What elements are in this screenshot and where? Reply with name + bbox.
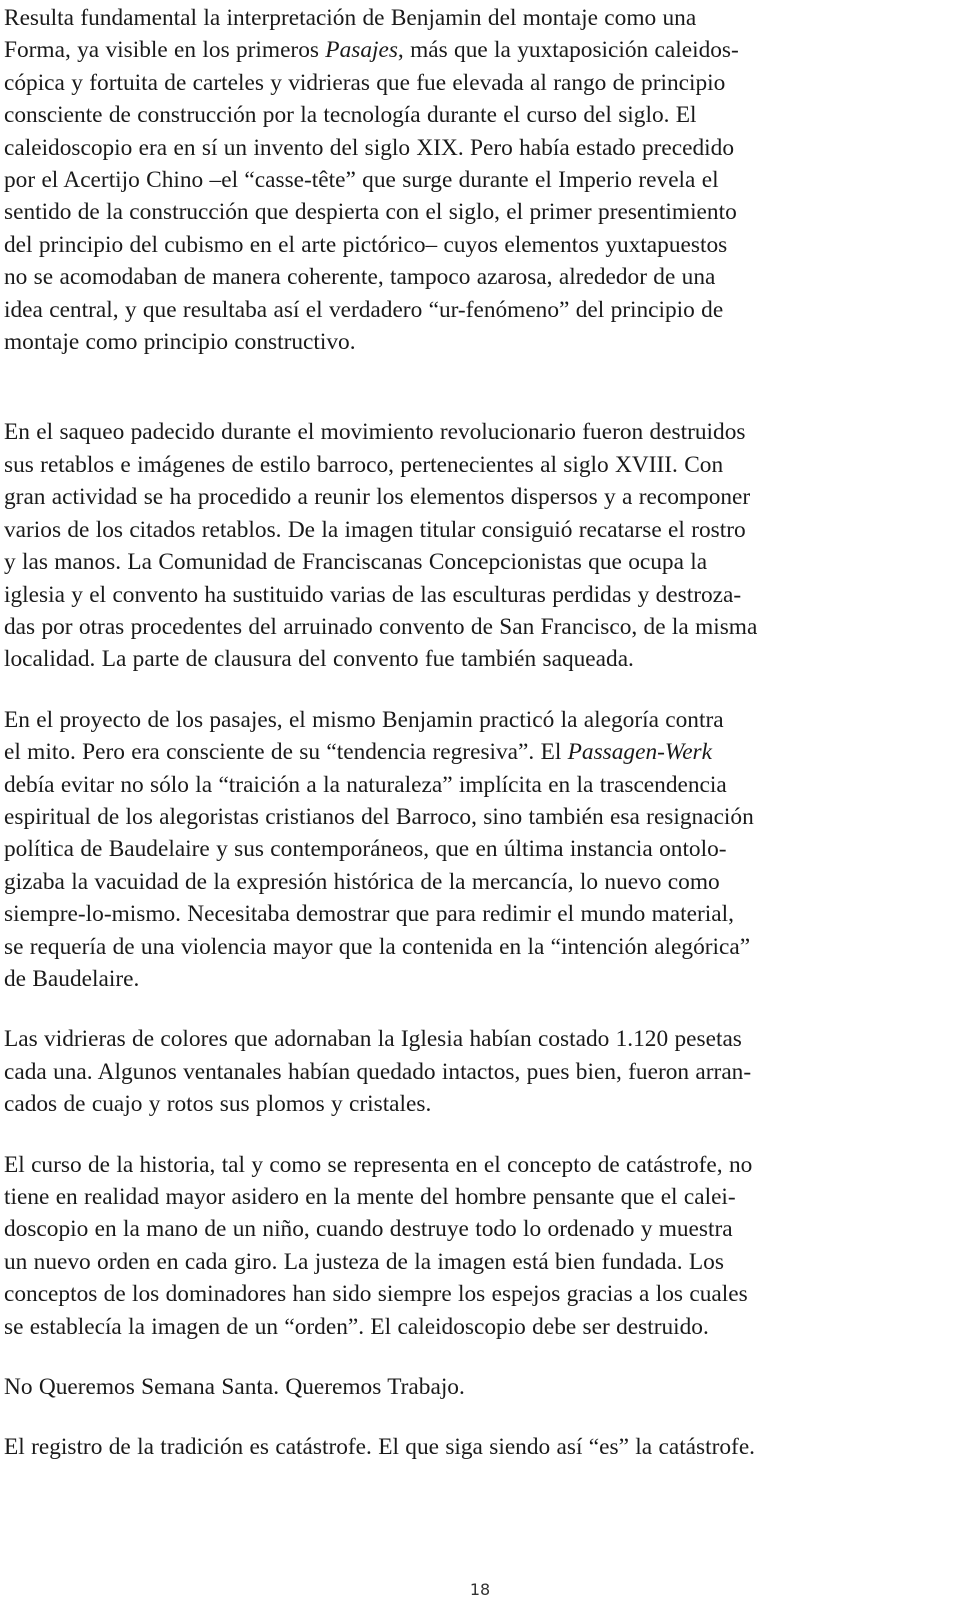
text-line: del principio del cubismo en el arte pictórico– cuyos elementos yuxtapuestos — [4, 231, 728, 258]
text-line: Las vidrieras de colores que adornaban la Iglesia habían costado 1.120 pesetas — [4, 1026, 742, 1053]
text-line: consciente de construcción por la tecnología durante el curso del siglo. El — [4, 102, 697, 129]
paragraph-historia — [4, 1149, 956, 1343]
text-line: gizaba la vacuidad de la expresión histórica de la mercancía, lo nuevo como — [4, 868, 720, 895]
paragraph-semana-santa — [4, 1371, 956, 1403]
text-line: sus retablos e imágenes de estilo barroco, pertenecientes al siglo XVIII. Con — [4, 451, 724, 478]
text-line: cada una. Algunos ventanales habían quedado intactos, pues bien, fueron arran- — [4, 1058, 752, 1085]
text-line: política de Baudelaire y sus contemporáneos, que en última instancia ontolo- — [4, 836, 727, 863]
text-line: un nuevo orden en cada giro. La justeza de la imagen está bien fundada. Los — [4, 1248, 724, 1275]
text-line — [4, 34, 954, 66]
text-line: das por otras procedentes del arruinado convento de San Francisco, de la misma — [4, 613, 758, 640]
text-line: varios de los citados retablos. De la imagen titular consiguió recatarse el rostro — [4, 516, 746, 543]
text-line: conceptos de los dominadores han sido siempre los espejos gracias a los cuales — [4, 1281, 748, 1308]
text-line: cados de cuajo y rotos sus plomos y cristales. — [4, 1091, 432, 1118]
paragraph-registro — [4, 1431, 956, 1463]
text-line: El registro de la tradición es catástrofe. El que siga siendo así “es” la catástrofe. — [4, 1434, 756, 1461]
text-line: caleidoscopio era en sí un invento del siglo XIX. Pero había estado precedido — [4, 134, 735, 161]
text-line: No Queremos Semana Santa. Queremos Trabajo. — [4, 1374, 465, 1401]
text-run: Forma, ya visible en los primeros — [4, 37, 326, 64]
text-line: por el Acertijo Chino –el “casse-tête” que surge durante el Imperio revela el — [4, 167, 719, 194]
text-line: El curso de la historia, tal y como se representa en el concepto de catástrofe, no — [4, 1151, 753, 1178]
text-line: se establecía la imagen de un “orden”. El caleidoscopio debe ser destruido. — [4, 1313, 709, 1340]
text-line: montaje como principio constructivo. — [4, 329, 356, 356]
text-line: tiene en realidad mayor asidero en la mente del hombre pensante que el calei- — [4, 1184, 736, 1210]
text-run: , más que la yuxtaposición caleidos- — [397, 37, 739, 64]
text-line: localidad. La parte de clausura del convento fue también saqueada. — [4, 646, 634, 673]
text-line: idea central, y que resultaba así el verdadero “ur-fenómeno” del principio de — [4, 296, 724, 323]
text-line: no se acomodaban de manera coherente, tampoco azarosa, alrededor de una — [4, 264, 716, 291]
text-line: sentido de la construcción que despierta con el siglo, el primer presentimiento — [4, 199, 737, 226]
text-line: y las manos. La Comunidad de Franciscanas Concepcionistas que ocupa la — [4, 549, 708, 576]
paragraph-vidrieras — [4, 1023, 956, 1120]
text-line — [4, 736, 954, 768]
text-line: se requería de una violencia mayor que la contenida en la “intención alegórica” — [4, 933, 751, 960]
paragraph-saqueo — [4, 416, 956, 675]
text-line: debía evitar no sólo la “traición a la naturaleza” implícita en la trascendencia — [4, 771, 727, 798]
paragraph-montaje — [4, 2, 956, 358]
text-line: espiritual de los alegoristas cristianos del Barroco, sino también esa resignación — [4, 803, 754, 830]
italic-title: Passagen-Werk — [567, 739, 713, 766]
text-line: de Baudelaire. — [4, 965, 140, 992]
text-line: En el proyecto de los pasajes, el mismo Benjamin practicó la alegoría contra — [4, 706, 724, 733]
page-number: 18 — [469, 1580, 491, 1599]
text-line: Resulta fundamental la interpretación de Benjamin del montaje como una — [4, 5, 697, 31]
text-line: iglesia y el convento ha sustituido varias de las esculturas perdidas y destroza- — [4, 581, 742, 608]
text-run: el mito. Pero era consciente de su “tendencia regresiva”. El — [4, 739, 568, 766]
document-page — [4, 2, 956, 1464]
text-line: cópica y fortuita de carteles y vidrieras que fue elevada al rango de principio — [4, 69, 726, 96]
text-line: En el saqueo padecido durante el movimiento revolucionario fueron destruidos — [4, 419, 746, 446]
text-line: doscopio en la mano de un niño, cuando destruye todo lo ordenado y muestra — [4, 1216, 733, 1243]
paragraph-pasajes — [4, 704, 956, 996]
italic-title: Pasajes — [325, 37, 398, 64]
text-line: gran actividad se ha procedido a reunir los elementos dispersos y a recomponer — [4, 484, 751, 511]
text-line: siempre-lo-mismo. Necesitaba demostrar que para redimir el mundo material, — [4, 901, 734, 928]
